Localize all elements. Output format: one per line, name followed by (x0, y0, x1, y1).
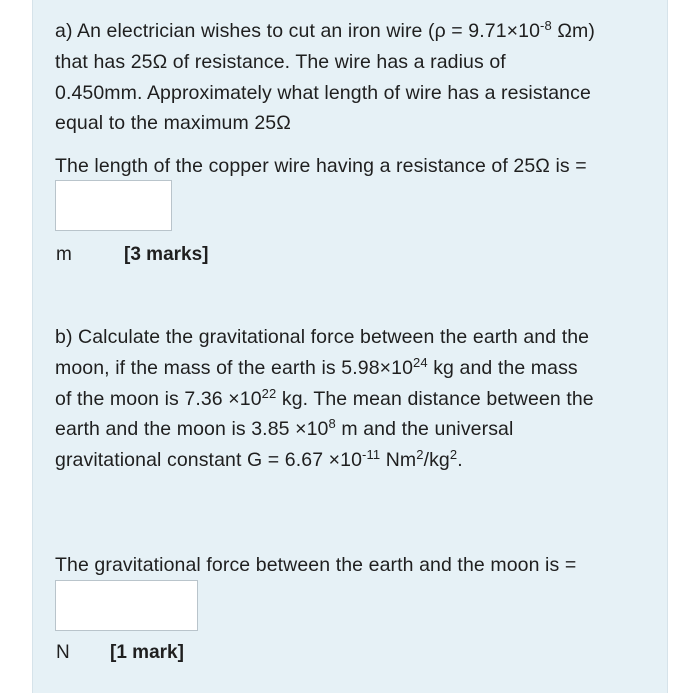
part-b-line-4: earth and the moon is $3.85 \times 10^8$ m and the universal (55, 416, 514, 441)
part-a-question (55, 16, 655, 139)
part-a-line-1: a) An electrician wishes to cut an iron wire ($\rho = 9.71\times 10^{-8}$ Ωm) (55, 18, 595, 42)
panel-right-edge (667, 0, 668, 693)
part-a-line-4: equal to the maximum 25Ω (55, 112, 291, 135)
part-b-answer-input[interactable] (55, 580, 198, 631)
part-b-line-2: moon, if the mass of the earth is $5.98\times 10^{24}$ kg and the mass (55, 354, 578, 379)
panel-left-edge (32, 0, 33, 693)
part-a-marks: [3 marks] (124, 244, 209, 265)
part-b-unit: N (56, 642, 70, 663)
part-a-line-3: 0.450mm. Approximately what length of wire has a resistance (55, 81, 591, 104)
part-a-answer-input[interactable] (55, 180, 172, 231)
part-a-prompt: The length of the copper wire having a resistance of 25Ω is = (55, 155, 587, 177)
part-b-marks: [1 mark] (110, 642, 184, 663)
part-b-line-3: of the moon is $7.36 \times 10^{22}$ kg. The mean distance between the (55, 385, 594, 410)
part-a-line-2: that has 25Ω of resistance. The wire has a radius of (55, 50, 506, 73)
part-b-line-1: b) Calculate the gravitational force between the earth and the (55, 326, 590, 348)
part-b-prompt: The gravitational force between the earth and the moon is = (55, 554, 577, 576)
part-a-unit: m (56, 244, 72, 265)
part-b-line-5: gravitational constant $G = 6.67 \times 10^{-11}$ $Nm^2/kg^2$. (55, 447, 463, 472)
part-b-question (55, 322, 655, 476)
